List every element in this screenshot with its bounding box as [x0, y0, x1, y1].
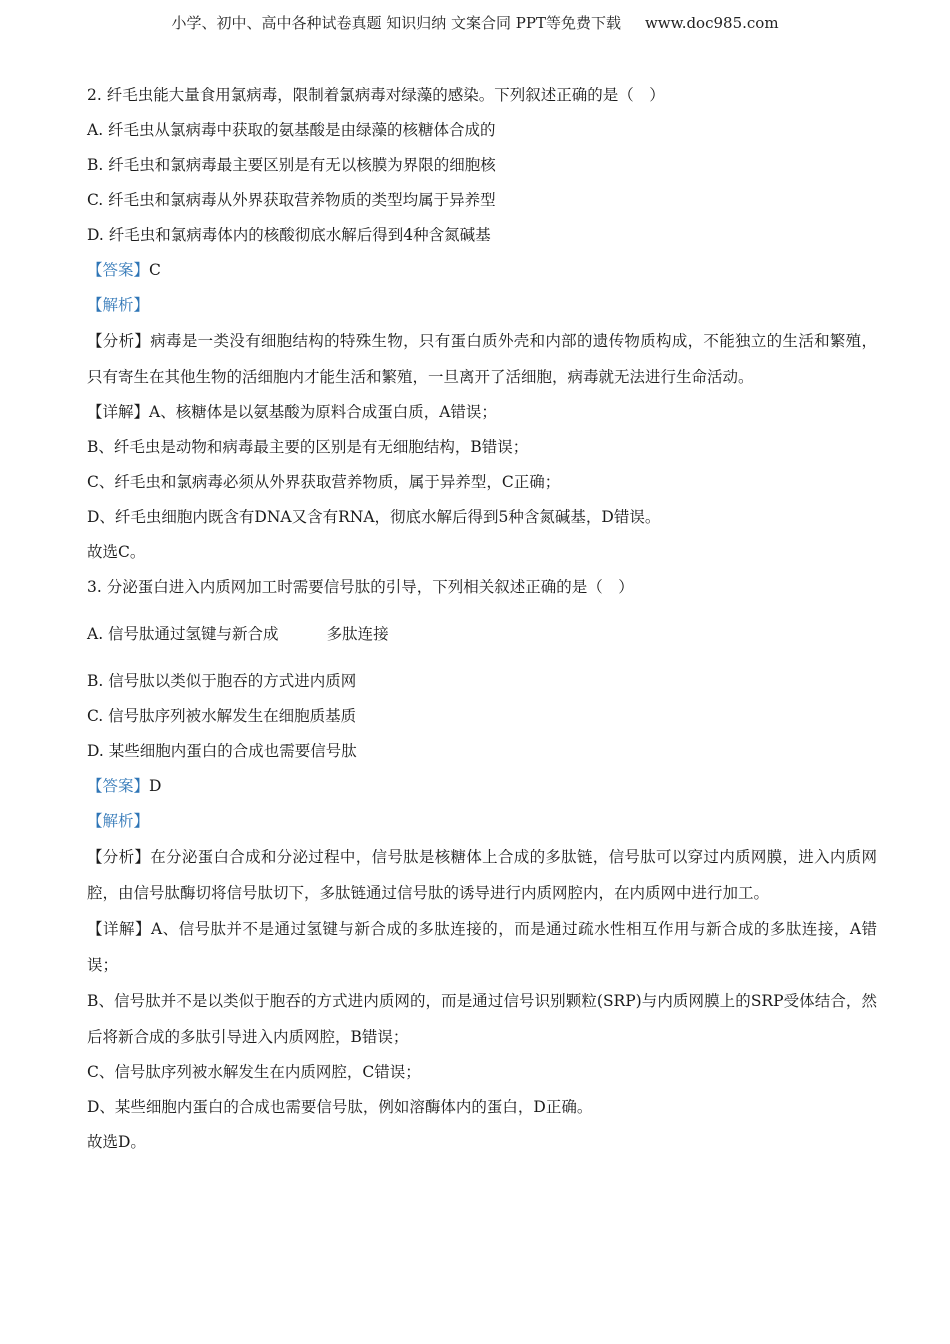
- q2-fenxi-text: 病毒是一类没有细胞结构的特殊生物，只有蛋白质外壳和内部的遗传物质构成，不能独立的生活和繁殖，只有寄生在其他生物的活细胞内才能生活和繁殖，一旦离开了活细胞，病毒就无法进行生命活动。: [87, 332, 877, 386]
- q2-detail-a-text: A、核糖体是以氨基酸为原料合成蛋白质，A错误；: [149, 403, 497, 421]
- q3-fenxi: [87, 839, 877, 911]
- q3-detail-a-text: A、信号肽并不是通过氢键与新合成的多肽连接的，而是通过疏水性相互作用与新合成的多肽连接，A错误；: [87, 920, 877, 974]
- q2-answer-value: C: [149, 261, 161, 279]
- xiangjie-tag: 【详解】: [87, 920, 151, 938]
- q2-conclusion: 故选C。: [87, 543, 146, 561]
- q2-detail-a: [87, 395, 877, 430]
- document-body: [87, 78, 877, 1160]
- header-site-link[interactable]: www.doc985.com: [644, 14, 779, 32]
- page-header: [0, 12, 950, 33]
- q3-conclusion: 故选D。: [87, 1133, 146, 1151]
- q3-detail-d: D、某些细胞内蛋白的合成也需要信号肽，例如溶酶体内的蛋白，D正确。: [87, 1098, 593, 1116]
- fenxi-tag: 【分析】: [87, 332, 151, 350]
- q2-option-a: A. 纤毛虫从氯病毒中获取的氨基酸是由绿藻的核糖体合成的: [87, 121, 496, 139]
- q2-option-b: B. 纤毛虫和氯病毒最主要区别是有无以核膜为界限的细胞核: [87, 156, 496, 174]
- q2-option-c: C. 纤毛虫和氯病毒从外界获取营养物质的类型均属于异养型: [87, 191, 496, 209]
- q2-detail-b: B、纤毛虫是动物和病毒最主要的区别是有无细胞结构，B错误；: [87, 438, 529, 456]
- fenxi-tag: 【分析】: [87, 848, 151, 866]
- q3-stem: 3. 分泌蛋白进入内质网加工时需要信号肽的引导，下列相关叙述正确的是（ ）: [87, 578, 634, 596]
- answer-tag: 【答案】: [87, 777, 150, 795]
- analysis-tag: 【解析】: [87, 812, 150, 830]
- q3-option-c: C. 信号肽序列被水解发生在细胞质基质: [87, 707, 357, 725]
- q3-answer-value: D: [149, 777, 162, 795]
- q2-answer: [87, 253, 877, 288]
- header-title: 小学、初中、高中各种试卷真题 知识归纳 文案合同 PPT等免费下载: [171, 14, 621, 32]
- q3-option-a: [87, 617, 877, 652]
- q3-option-a-part1: A. 信号肽通过氢键与新合成: [87, 625, 279, 643]
- q3-fenxi-text: 在分泌蛋白合成和分泌过程中，信号肽是核糖体上合成的多肽链，信号肽可以穿过内质网膜，进入内质网腔，由信号肽酶切将信号肽切下，多肽链通过信号肽的诱导进行内质网腔内，在内质网中进行加工。: [87, 848, 877, 902]
- q3-detail-c: C、信号肽序列被水解发生在内质网腔，C错误；: [87, 1063, 421, 1081]
- q2-analysis-heading: [87, 288, 877, 323]
- q2-option-d: D. 纤毛虫和氯病毒体内的核酸彻底水解后得到4种含氮碱基: [87, 226, 491, 244]
- q3-option-b: B. 信号肽以类似于胞吞的方式进内质网: [87, 672, 357, 690]
- q3-detail-a: [87, 911, 877, 983]
- q3-option-a-part2: 多肽连接: [326, 625, 389, 643]
- q3-option-d: D. 某些细胞内蛋白的合成也需要信号肽: [87, 742, 357, 760]
- q2-detail-d: D、纤毛虫细胞内既含有DNA又含有RNA，彻底水解后得到5种含氮碱基，D错误。: [87, 508, 661, 526]
- q2-detail-c: C、纤毛虫和氯病毒必须从外界获取营养物质，属于异养型，C正确；: [87, 473, 561, 491]
- q3-analysis-heading: [87, 804, 877, 839]
- answer-tag: 【答案】: [87, 261, 150, 279]
- xiangjie-tag: 【详解】: [87, 403, 150, 421]
- q3-detail-b: B、信号肽并不是以类似于胞吞的方式进内质网的，而是通过信号识别颗粒(SRP)与内质网膜上的SRP受体结合，然后将新合成的多肽引导进入内质网腔，B错误；: [87, 992, 877, 1046]
- analysis-tag: 【解析】: [87, 296, 150, 314]
- q3-answer: [87, 769, 877, 804]
- q2-fenxi: [87, 323, 877, 395]
- q2-stem: 2. 纤毛虫能大量食用氯病毒，限制着氯病毒对绿藻的感染。下列叙述正确的是（ ）: [87, 86, 665, 104]
